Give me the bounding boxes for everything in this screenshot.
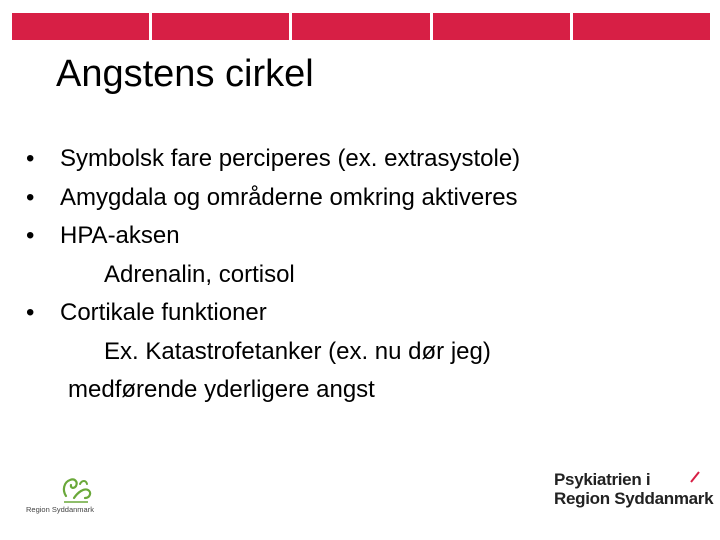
region-logo <box>26 476 136 520</box>
list-item <box>26 217 696 256</box>
psykiatrien-logo-line1: Psykiatrien i <box>554 470 651 489</box>
bullet-text: Symbolsk fare perciperes (ex. extrasystole) <box>60 145 521 172</box>
header-segment <box>433 13 570 40</box>
region-syddanmark-icon <box>58 476 94 506</box>
psykiatrien-logo-line2: Region Syddanmark <box>554 489 714 508</box>
bullet-text: Amygdala og områderne omkring aktiveres <box>60 183 518 211</box>
bullet-symbol: • <box>26 145 35 172</box>
sub-item-hpa: Adrenalin, cortisol <box>104 260 295 288</box>
bullet-symbol: • <box>26 222 35 249</box>
region-logo-text: Region Syddanmark <box>26 505 94 514</box>
bullet-text: Cortikale funktioner <box>60 299 267 326</box>
psykiatrien-logo <box>554 470 714 520</box>
list-item <box>26 140 696 179</box>
header-bar <box>12 13 710 40</box>
header-segment <box>12 13 149 40</box>
list-item <box>26 294 696 333</box>
header-segment <box>152 13 289 40</box>
sub-item-cortikale-cont: medførende yderligere angst <box>68 376 375 403</box>
bullet-symbol: • <box>26 183 35 211</box>
bullet-list <box>26 140 696 410</box>
sub-item-cortikale: Ex. Katastrofetanker (ex. nu dør jeg) <box>104 337 491 365</box>
header-segment <box>292 13 429 40</box>
slide-title: Angstens cirkel <box>56 53 314 95</box>
list-item <box>26 179 696 218</box>
bullet-text: HPA-aksen <box>60 222 180 249</box>
header-segment <box>573 13 710 40</box>
bullet-symbol: • <box>26 299 35 326</box>
logo-accent-icon <box>690 471 700 483</box>
